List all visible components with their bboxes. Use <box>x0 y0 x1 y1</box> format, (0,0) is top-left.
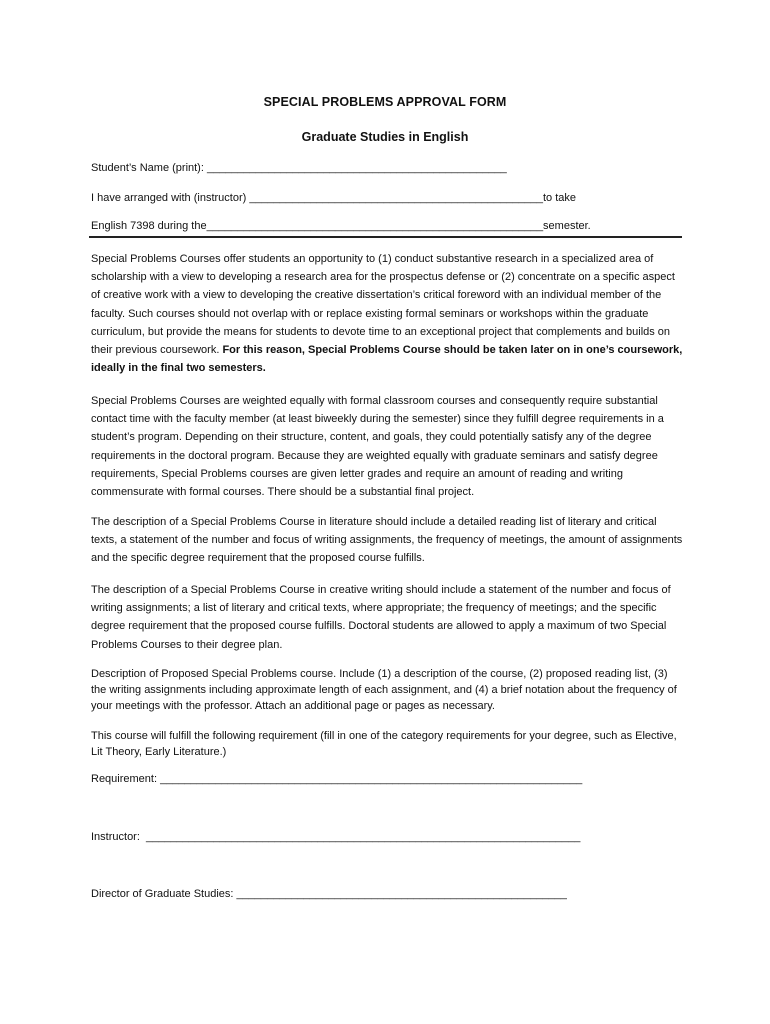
paragraph-weighting: Special Problems Courses are weighted equally with formal classroom courses and consequently require substantial contact time with the faculty member (at least biweekly during the semester) since they fulfill degree requirements in a student’s program. Depending on their structure, content, and goals, they could potentially satisfy any of the degree requirements in the doctoral program. Because they are weighted equally with graduate seminars and satisfy degree requirements, Special Problems courses are given letter grades and require an amount of reading and writing commensurate with formal courses. There should be a substantial final project. <box>91 395 664 499</box>
form-subtitle: Graduate Studies in English <box>301 130 469 144</box>
paragraph-overview-text: Special Problems Courses offer students an opportunity to (1) conduct substantive research in a specialized area of scholarship with a view to developing a research area for the prospectus defense or (2) concentrate on a specific aspect of creative work with a view to developing the creative dissertation’s critical foreword with an individual member of the faculty. Such courses should not overlap with or replace existing formal seminars or workshops within the graduate curriculum, but provide the means for students to devote time to an exceptional project that complements and builds on their previous coursework. <box>91 253 675 357</box>
director-signature-field[interactable]: Director of Graduate Studies: ______________________________________________________ <box>91 888 567 900</box>
paragraph-description-instructions: Description of Proposed Special Problems course. Include (1) a description of the course, (2) proposed reading list, (3) the writing assignments including approximate length of each assignment, and (4) a brief notation about the frequency of your meetings with the professor. Attach an additional page or pages as necessary. <box>91 668 677 712</box>
paragraph-creative-writing: The description of a Special Problems Course in creative writing should include a statement of the number and focus of writing assignments; a list of literary and critical texts, where appropriate; the frequency of meetings; and the specific degree requirement that the proposed course fulfills. Doctoral students are allowed to apply a maximum of two Special Problems Courses to their degree plan. <box>91 584 671 651</box>
requirement-field[interactable]: Requirement: _____________________________________________________________________ <box>91 773 583 785</box>
paragraph-literature: The description of a Special Problems Course in literature should include a detailed reading list of literary and critical texts, a statement of the number and focus of writing assignments, the frequency of meetings, the amount of assignments and the specific degree requirement that the proposed course fulfills. <box>91 516 683 565</box>
instructor-signature-field[interactable]: Instructor: _______________________________________________________________________ <box>91 831 581 843</box>
paragraph-overview-bold: For this reason, Special Problems Course should be taken later on in one’s coursework, ideally in the final two semesters. <box>91 344 683 375</box>
instructor-arrangement-field[interactable]: I have arranged with (instructor) ________________________________________________to take <box>91 192 577 204</box>
form-title: SPECIAL PROBLEMS APPROVAL FORM <box>263 95 507 109</box>
student-name-field[interactable]: Student’s Name (print): _________________________________________________ <box>91 162 507 174</box>
section-divider <box>89 236 682 238</box>
paragraph-requirement-instructions: This course will fulfill the following requirement (fill in one of the category requirements for your degree, such as Elective, Lit Theory, Early Literature.) <box>91 730 677 758</box>
semester-field[interactable]: English 7398 during the_______________________________________________________semester. <box>91 220 591 232</box>
paragraph-overview <box>91 250 683 377</box>
